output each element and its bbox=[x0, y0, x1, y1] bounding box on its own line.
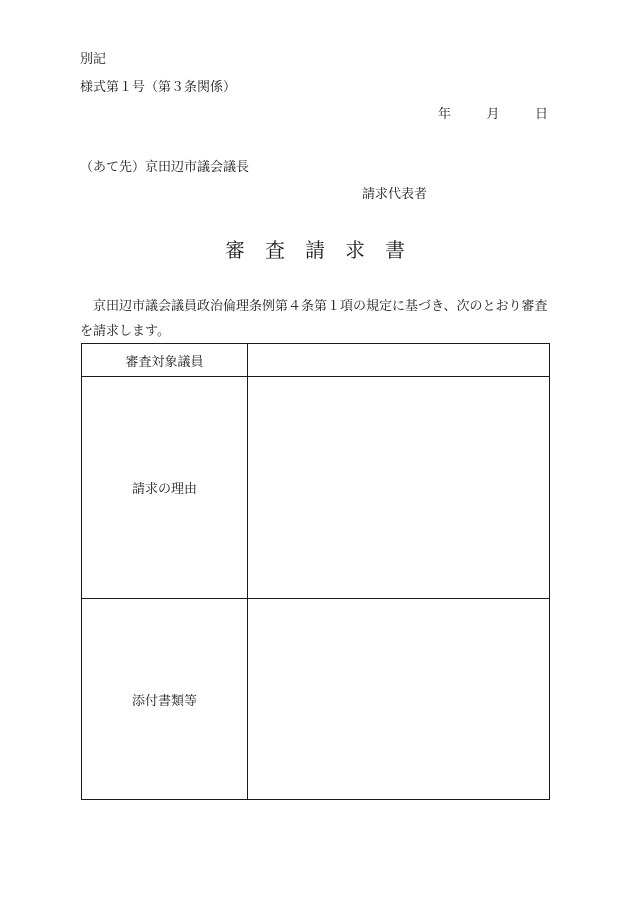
document-title: 審査請求書 bbox=[225, 238, 425, 262]
addressee: （あて先）京田辺市議会議長 bbox=[80, 160, 250, 175]
date-year-label: 年 bbox=[438, 107, 452, 122]
form-number: 様式第１号（第３条関係） bbox=[80, 80, 237, 95]
table-row bbox=[82, 344, 550, 377]
request-statement: 京田辺市議会議員政治倫理条例第４条第１項の規定に基づき、次のとおり審査を請求します。 bbox=[80, 299, 548, 339]
representative-label: 請求代表者 bbox=[362, 187, 428, 202]
attachments-field[interactable] bbox=[248, 599, 550, 800]
table-row bbox=[82, 377, 550, 599]
reason-label: 請求の理由 bbox=[82, 377, 248, 599]
appendix-label: 別記 bbox=[80, 52, 107, 67]
date-day-label: 日 bbox=[534, 107, 548, 122]
table-row bbox=[82, 599, 550, 800]
target-member-label: 審査対象議員 bbox=[82, 344, 248, 377]
reason-field[interactable] bbox=[248, 377, 550, 599]
date-line bbox=[438, 107, 548, 123]
target-member-field[interactable] bbox=[248, 344, 550, 377]
date-month-label: 月 bbox=[486, 107, 500, 122]
attachments-label: 添付書類等 bbox=[82, 599, 248, 800]
request-form-table bbox=[81, 343, 550, 800]
